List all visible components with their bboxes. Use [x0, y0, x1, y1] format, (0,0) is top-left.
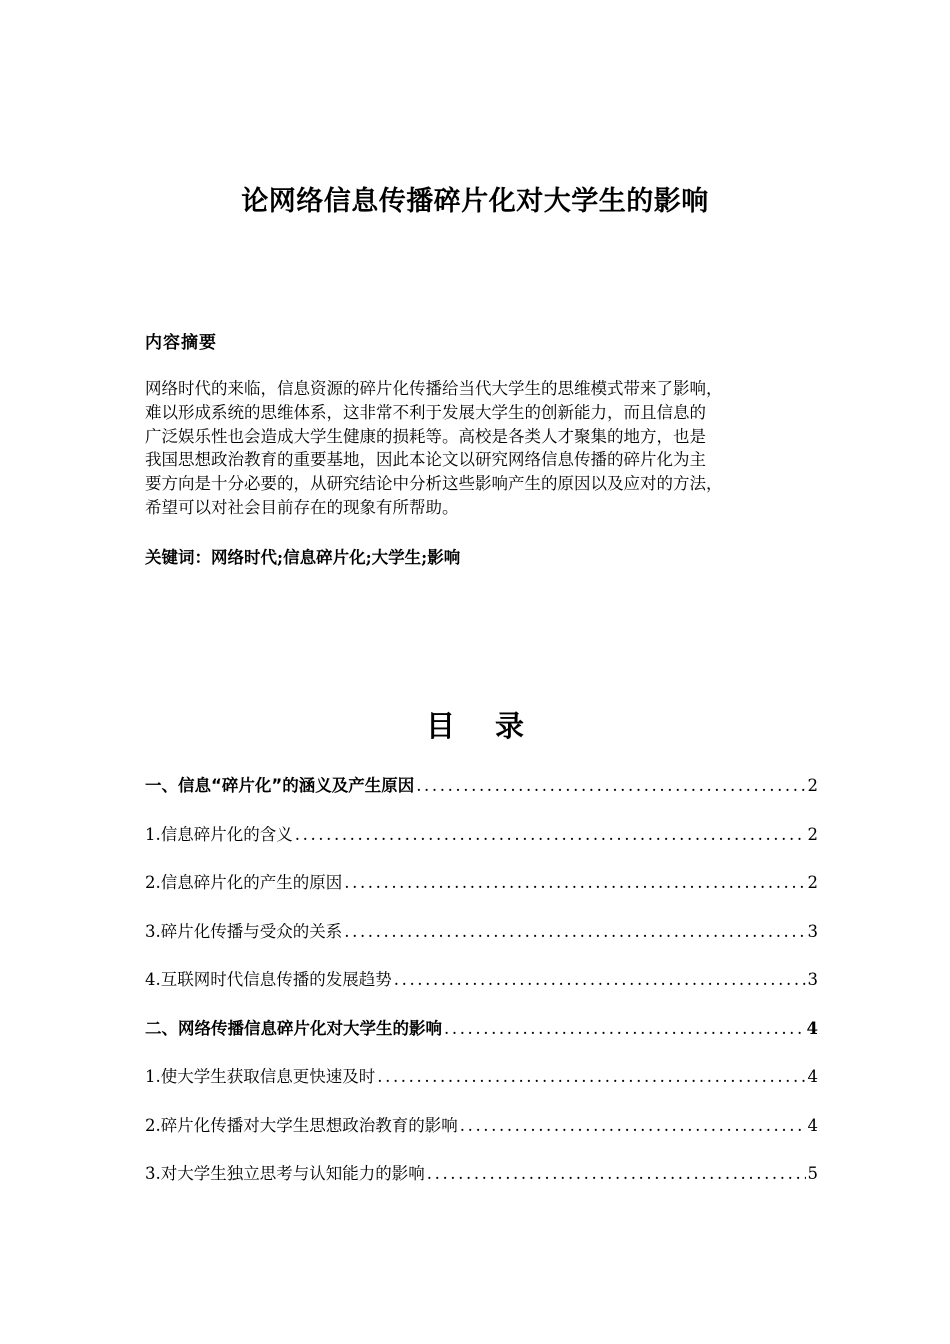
paper-title: 论网络信息传播碎片化对大学生的影响 — [241, 186, 709, 217]
abstract-body — [145, 377, 810, 520]
abstract-heading: 内容摘要 — [145, 333, 217, 353]
toc-entry[interactable] — [145, 1162, 818, 1211]
toc-heading-part: 目 — [425, 709, 455, 743]
toc-entry[interactable] — [145, 774, 818, 823]
toc-dot-leader — [394, 968, 806, 992]
toc-dot-leader — [344, 871, 805, 895]
toc-heading — [0, 704, 950, 748]
toc-dot-leader — [295, 823, 806, 847]
toc-entry-label[interactable]: 1.使大学生获取信息更快速及时 — [145, 1067, 376, 1086]
toc-entry[interactable] — [145, 968, 818, 1017]
toc-entry[interactable] — [145, 920, 818, 969]
toc-dot-leader — [377, 1065, 805, 1089]
toc-dot-leader — [416, 774, 805, 798]
toc-entry-label[interactable]: 3.碎片化传播与受众的关系 — [145, 921, 343, 941]
toc-entry-page: 4 — [806, 1018, 818, 1038]
toc-entry[interactable] — [145, 1017, 818, 1066]
toc-entry-page: 5 — [807, 1164, 818, 1183]
toc-entry-label[interactable]: 二、网络传播信息碎片化对大学生的影响 — [145, 1018, 442, 1038]
toc-entry-label[interactable]: 2.信息碎片化的产生的原因 — [145, 873, 343, 892]
toc-entry-label[interactable]: 4.互联网时代信息传播的发展趋势 — [145, 970, 392, 989]
toc-entry-page: 2 — [807, 824, 818, 844]
toc-entry[interactable] — [145, 1065, 818, 1114]
abstract-line: 我国思想政治教育的重要基地，因此本论文以研究网络信息传播的碎片化为主 — [145, 450, 706, 470]
keywords-line: 关键词：网络时代;信息碎片化;大学生;影响 — [145, 548, 461, 567]
toc-dot-leader — [344, 920, 805, 944]
toc-entry-page: 4 — [807, 1115, 818, 1135]
toc-entry-page: 3 — [807, 921, 818, 941]
abstract-line: 网络时代的来临，信息资源的碎片化传播给当代大学生的思维模式带来了影响， — [145, 379, 723, 398]
toc-heading-part: 录 — [495, 709, 525, 743]
abstract-line: 要方向是十分必要的，从研究结论中分析这些影响产生的原因以及应对的方法， — [145, 474, 723, 494]
toc-entry-label[interactable]: 一、信息“碎片化”的涵义及产生原因 — [145, 776, 415, 795]
toc-entry-label[interactable]: 1.信息碎片化的含义 — [145, 824, 293, 844]
toc-dot-leader — [444, 1017, 805, 1041]
toc-entry[interactable] — [145, 1114, 818, 1163]
toc-dot-leader — [460, 1114, 806, 1138]
toc-entry-page: 2 — [807, 776, 818, 795]
abstract-line: 广泛娱乐性也会造成大学生健康的损耗等。高校是各类人才聚集的地方，也是 — [145, 426, 706, 446]
abstract-line: 希望可以对社会目前存在的现象有所帮助。 — [145, 497, 459, 517]
toc-entry-page: 3 — [807, 970, 818, 989]
toc-entry[interactable] — [145, 871, 818, 920]
toc-entry-page: 2 — [807, 873, 818, 892]
toc-entry-page: 4 — [807, 1067, 818, 1086]
toc-dot-leader — [427, 1162, 806, 1186]
abstract-line: 难以形成系统的思维体系，这非常不利于发展大学生的创新能力，而且信息的 — [145, 402, 706, 422]
toc-entry-label[interactable]: 3.对大学生独立思考与认知能力的影响 — [145, 1164, 425, 1183]
toc-entry-label[interactable]: 2.碎片化传播对大学生思想政治教育的影响 — [145, 1115, 458, 1135]
toc-entry[interactable] — [145, 823, 818, 872]
table-of-contents — [145, 774, 818, 1211]
